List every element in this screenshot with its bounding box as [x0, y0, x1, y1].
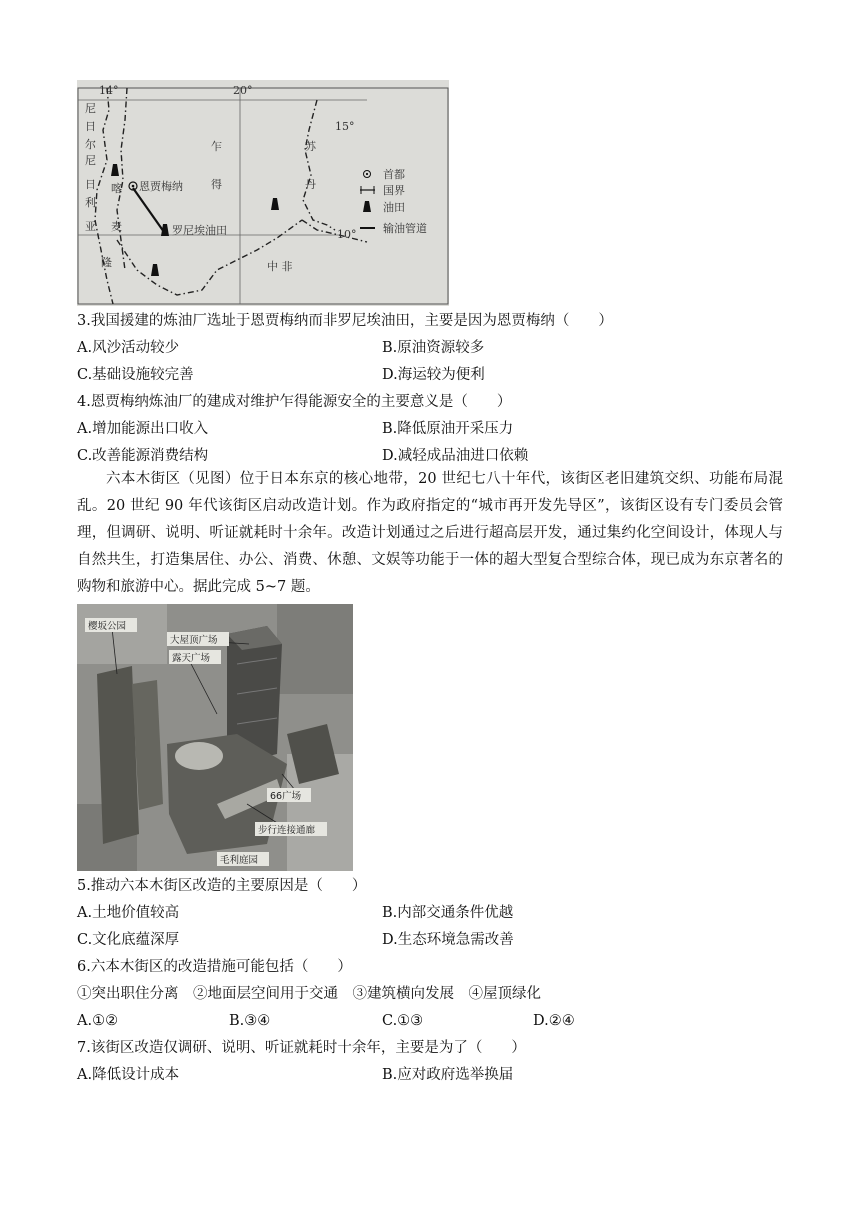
q5-option-c: C.文化底蕴深厚 — [77, 932, 180, 948]
q4-option-a: A.增加能源出口收入 — [77, 421, 209, 437]
q3-stem: 3.我国援建的炼油厂选址于恩贾梅纳而非罗尼埃油田，主要是因为恩贾梅纳（ ） — [77, 313, 613, 329]
q4-option-d: D.减轻成品油进口依赖 — [382, 448, 529, 464]
q5-stem: 5.推动六本木街区改造的主要原因是（ ） — [77, 878, 367, 894]
country-nigeria-char: 利 — [85, 196, 96, 209]
country-niger-char: 尔 — [85, 138, 96, 151]
q4-stem: 4.恩贾梅纳炼油厂的建成对维护乍得能源安全的主要意义是（ ） — [77, 394, 512, 410]
q4-option-c: C.改善能源消费结构 — [77, 448, 209, 464]
legend-oilfield-label: 油田 — [383, 201, 405, 214]
lon-20-label: 20° — [233, 84, 253, 97]
country-cameroon-char: 隆 — [101, 256, 112, 269]
country-nigeria-char: 尼 — [85, 154, 96, 167]
lat-10-label: 10° — [337, 228, 357, 241]
q6-stem: 6.六本木街区的改造措施可能包括（ ） — [77, 959, 352, 975]
q3-option-a: A.风沙活动较少 — [77, 340, 180, 356]
country-sudan-char: 苏 — [305, 140, 316, 153]
q6-option-c: C.①③ — [382, 1013, 424, 1029]
q6-option-d: D.②④ — [533, 1013, 575, 1029]
roppongi-passage: 六本木街区（见图）位于日本东京的核心地带，20 世纪七八十年代，该街区老旧建筑交织、功能布局混乱。20 世纪 90 年代该街区启动改造计划。作为政府指定的“城市再开发先导区”，该街区设有专门委员会管理，但调研、说明、听证就耗时十余年。改造计划通过之后进行超高层开发，通过集约化空间设计，体现人与自然共生，打造集居住、办公、消费、休憩、文娱等功能于一体的超大型复合型综合体，现已成为东京著名的购物和旅游中心。据此完成 5~7 题。 — [77, 471, 783, 595]
country-niger-char: 尼 — [85, 102, 96, 115]
q3-option-c: C.基础设施较完善 — [77, 367, 194, 383]
lon-14-label: 14° — [99, 84, 119, 97]
q6-option-b: B.③④ — [229, 1013, 271, 1029]
lat-15-label: 15° — [335, 120, 355, 133]
q5-option-a: A.土地价值较高 — [77, 905, 180, 921]
q4-option-b: B.降低原油开采压力 — [382, 421, 514, 437]
map-drawing — [77, 80, 449, 306]
country-chad-char: 得 — [211, 178, 222, 191]
label-mouri-garden: 毛利庭园 — [220, 855, 259, 866]
dome — [175, 742, 223, 770]
country-nigeria-char: 日 — [85, 178, 96, 191]
legend-border-label: 国界 — [383, 184, 405, 197]
oilfield-ronier-label: 罗尼埃油田 — [172, 224, 227, 237]
label-rooftop-plaza: 大屋顶广场 — [170, 635, 218, 646]
country-nigeria-char: 亚 — [85, 220, 96, 233]
q7-stem: 7.该街区改造仅调研、说明、听证就耗时十余年，主要是为了（ ） — [77, 1040, 526, 1056]
label-66-plaza: 66广场 — [270, 791, 302, 802]
chad-oil-map — [77, 80, 449, 306]
label-sakura-park: 樱坂公园 — [88, 621, 127, 632]
city-ndjamena-label: 恩贾梅纳 — [139, 180, 183, 193]
legend-pipeline-label: 输油管道 — [383, 222, 427, 235]
country-cameroon-char: 喀 — [111, 182, 122, 195]
country-niger-char: 日 — [85, 120, 96, 133]
label-walkway: 步行连接通廊 — [258, 825, 316, 836]
q6-option-a: A.①② — [77, 1013, 119, 1029]
photo-drawing — [77, 604, 353, 871]
country-chad-char: 乍 — [211, 140, 222, 153]
country-sudan-char: 丹 — [305, 178, 316, 191]
q7-option-a: A.降低设计成本 — [77, 1067, 180, 1083]
q5-option-d: D.生态环境急需改善 — [382, 932, 514, 948]
q3-option-b: B.原油资源较多 — [382, 340, 485, 356]
roppongi-aerial-photo — [77, 604, 353, 871]
label-open-plaza: 露天广场 — [172, 653, 211, 664]
country-car-label: 中 非 — [267, 260, 293, 273]
q6-items: ①突出职住分离 ②地面层空间用于交通 ③建筑横向发展 ④屋顶绿化 — [77, 986, 541, 1002]
q5-option-b: B.内部交通条件优越 — [382, 905, 514, 921]
country-cameroon-char: 麦 — [111, 220, 122, 233]
legend-capital-label: 首都 — [383, 168, 405, 181]
q3-option-d: D.海运较为便利 — [382, 367, 485, 383]
q7-option-b: B.应对政府选举换届 — [382, 1067, 514, 1083]
